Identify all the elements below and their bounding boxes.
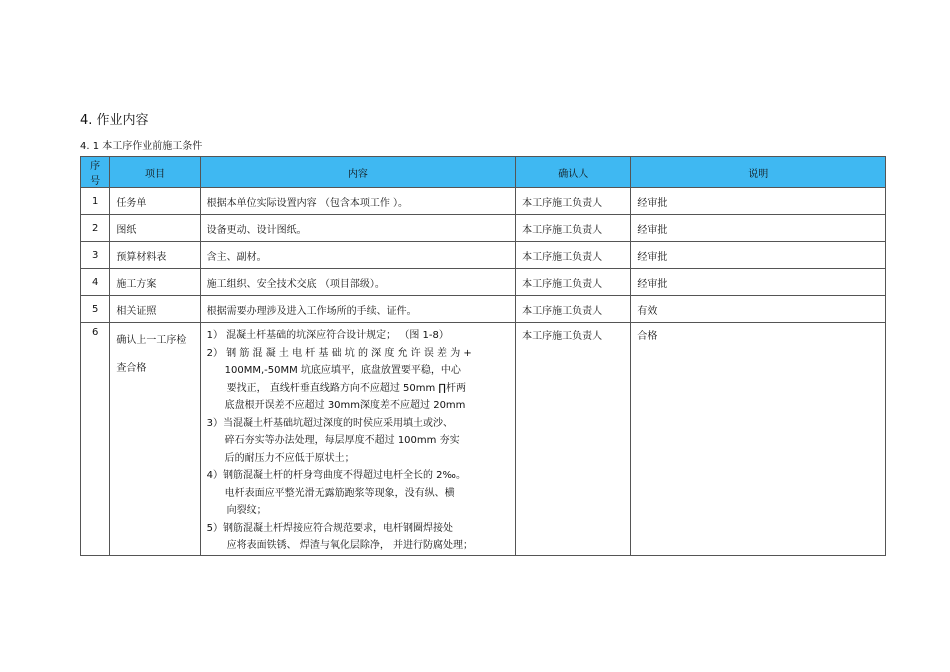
cell-note: 合格 [631,323,886,556]
cell-item: 任务单 [110,188,200,215]
cell-item-line: 确认上一工序检 [116,335,187,346]
cell-content: 根据本单位实际设置内容 （包含本项工作 ）。 [200,188,515,215]
content-line: 2） 钢 筋 混 凝 土 电 杆 基 础 坑 的 深 度 允 许 误 差 为 + [206,347,472,359]
table-row [81,323,886,556]
table-row [81,188,886,215]
cell-confirmer: 本工序施工负责人 [516,215,631,242]
cell-confirmer: 本工序施工负责人 [516,242,631,269]
table-row [81,242,886,269]
cell-note: 经审批 [631,242,886,269]
content-line: 底盘根开误差不应超过 30mm深度差不应超过 20mm [224,400,466,411]
cell-confirmer: 本工序施工负责人 [516,188,631,215]
section-title: 4. 作业内容 [80,113,149,128]
content-line: 向裂纹； [226,505,267,516]
cell-item [110,323,200,556]
cell-content: 设备更动、设计图纸。 [200,215,515,242]
cell-confirmer: 本工序施工负责人 [516,323,631,556]
cell-no: 2 [81,215,110,242]
cell-no: 6 [81,323,110,556]
header-confirmer: 确认人 [516,157,631,188]
content-line: 100MM,-50MM 坑底应填平，底盘放置要平稳，中心 [224,365,461,376]
cell-confirmer: 本工序施工负责人 [516,296,631,323]
cell-content: 含主、副材。 [200,242,515,269]
table-row [81,215,886,242]
cell-no: 4 [81,269,110,296]
header-note: 说明 [631,157,886,188]
content-line: 碎石夯实等办法处理，每层厚度不超过 100mm 夯实 [224,435,460,446]
content-line: 要找正， 直线杆垂直线路方向不应超过 50mm ∏杆两 [226,382,466,394]
cell-note: 经审批 [631,215,886,242]
cell-note: 经审批 [631,188,886,215]
cell-confirmer: 本工序施工负责人 [516,269,631,296]
content-line: 1） 混凝土杆基础的坑深应符合设计规定； （图 1-8） [206,330,449,341]
content-line: 3）当混凝土杆基础坑超过深度的时侯应采用填土或沙、 [206,417,454,429]
cell-item: 相关证照 [110,296,200,323]
cell-item: 预算材料表 [110,242,200,269]
header-content: 内容 [200,157,515,188]
cell-content: 施工组织、安全技术交底 （项目部级）。 [200,269,515,296]
table-row [81,296,886,323]
content-line: 后的耐压力不应低于原状土； [224,452,355,464]
cell-no: 3 [81,242,110,269]
cell-note: 经审批 [631,269,886,296]
content-line: 5）钢筋混凝土杆焊接应符合规范要求，电杆钢圈焊接处 [206,522,454,534]
cell-item-line: 查合格 [116,363,147,374]
construction-conditions-table [80,156,886,556]
cell-note: 有效 [631,296,886,323]
content-line: 应将表面铁锈、 焊渣与氧化层除净， 并进行防腐处理； [226,540,473,551]
subsection-title: 4. 1 本工序作业前施工条件 [80,141,203,152]
content-line: 电杆表面应平整光滑无露筋跑浆等现象，没有纵、横 [224,487,455,499]
table-row [81,269,886,296]
table-header-row [81,157,886,188]
header-item: 项目 [110,157,200,188]
cell-no: 1 [81,188,110,215]
cell-content [200,323,515,556]
header-no: 序号 [81,157,110,188]
content-line: 4）钢筋混凝土杆的杆身弯曲度不得超过电杆全长的 2‰。 [206,470,466,481]
cell-item: 施工方案 [110,269,200,296]
cell-item: 图纸 [110,215,200,242]
cell-no: 5 [81,296,110,323]
cell-content: 根据需要办理涉及进入工作场所的手续、证件。 [200,296,515,323]
